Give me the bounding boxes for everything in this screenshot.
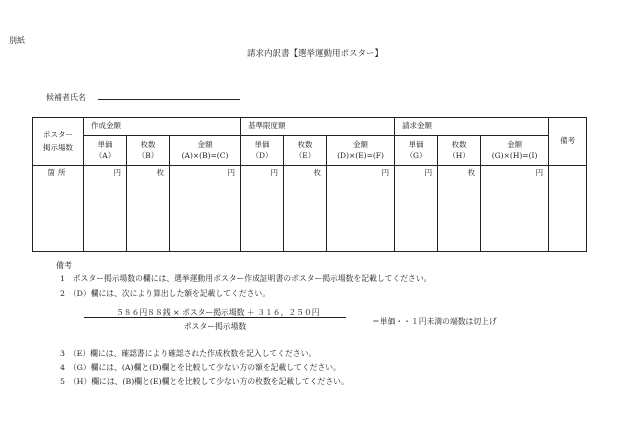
posters-header-line1: ポスター — [43, 129, 73, 139]
subheader-g — [395, 136, 438, 166]
subheader-label: 単価 — [254, 140, 270, 150]
subheader-label: 枚数 — [451, 140, 467, 150]
amount-f-cell[interactable]: 円 — [327, 166, 395, 252]
subheader-label: 金額 — [353, 140, 369, 150]
subheader-c — [170, 136, 241, 166]
note-item: 3 （E）欄には、確認書により確認された作成枚数を記入してください。 — [60, 349, 317, 358]
document-title: 請求内訳書【選挙運動用ポスター】 — [246, 49, 383, 59]
subheader-code: （A） — [94, 150, 116, 160]
note-item: 1 ポスター掲示場数の欄には、選挙運動用ポスター作成証明書のポスター掲示場数を記載してください。 — [60, 274, 432, 283]
posters-header — [33, 118, 84, 166]
formula-numerator: ５８６円８８銭 × ポスター掲示場数 ＋ ３１６，２５０円 — [116, 308, 320, 317]
formula-denominator: ポスター掲示場数 — [183, 322, 247, 331]
group-production-amount: 作成金額 — [84, 118, 241, 136]
subheader-b — [127, 136, 170, 166]
note-item: 4 （G）欄には、(A)欄と(D)欄とを比較して少ない方の額を記載してください。 — [60, 363, 341, 372]
remarks-cell[interactable] — [549, 166, 587, 252]
subheader-label: 金額 — [197, 140, 213, 150]
subheader-code: (A)×(B)=(C) — [181, 150, 229, 160]
sub-header-row — [33, 136, 587, 166]
unit-price-g-cell[interactable]: 円 — [395, 166, 438, 252]
subheader-label: 単価 — [408, 140, 424, 150]
amount-c-cell[interactable]: 円 — [170, 166, 241, 252]
subheader-i — [481, 136, 549, 166]
places-cell[interactable]: 箇所 — [33, 166, 84, 252]
subheader-code: （B） — [137, 150, 159, 160]
subheader-code: （D） — [251, 150, 273, 160]
note-item: 5 （H）欄には、(B)欄と(E)欄とを比較して少ない方の枚数を記載してください。 — [60, 377, 349, 386]
subheader-label: 金額 — [507, 140, 523, 150]
subheader-d — [241, 136, 284, 166]
quantity-b-cell[interactable]: 枚 — [127, 166, 170, 252]
unit-price-d-cell[interactable]: 円 — [241, 166, 284, 252]
notes-heading: 備考 — [56, 261, 72, 270]
subheader-code: (D)×(E)=(F) — [337, 150, 384, 160]
subheader-f — [327, 136, 395, 166]
group-header-row — [33, 118, 587, 136]
value-row — [33, 166, 587, 252]
subheader-code: （E） — [294, 150, 316, 160]
subheader-code: (G)×(H)=(I) — [491, 150, 538, 160]
subheader-label: 枚数 — [140, 140, 156, 150]
breakdown-table — [32, 117, 587, 252]
note-item: 2 （D）欄には、次により算出した額を記載してください。 — [60, 289, 271, 298]
subheader-label: 単価 — [97, 140, 113, 150]
candidate-name-field[interactable] — [98, 99, 240, 100]
subheader-code: （H） — [448, 150, 470, 160]
subheader-e — [284, 136, 327, 166]
group-claim-amount: 請求金額 — [395, 118, 549, 136]
subheader-a — [84, 136, 127, 166]
quantity-h-cell[interactable]: 枚 — [438, 166, 481, 252]
quantity-e-cell[interactable]: 枚 — [284, 166, 327, 252]
remarks-header: 備考 — [549, 118, 587, 166]
subheader-h — [438, 136, 481, 166]
group-standard-limit: 基準限度額 — [241, 118, 395, 136]
candidate-name-label: 候補者氏名 — [46, 93, 86, 102]
posters-header-line2: 掲示場数 — [43, 142, 73, 152]
subheader-code: （G） — [405, 150, 427, 160]
formula-result: ＝単価・・１円未満の端数は切上げ — [372, 317, 497, 326]
amount-i-cell[interactable]: 円 — [481, 166, 549, 252]
subheader-label: 枚数 — [297, 140, 313, 150]
fraction-bar — [84, 317, 346, 318]
annex-label: 別紙 — [9, 36, 25, 45]
unit-price-a-cell[interactable]: 円 — [84, 166, 127, 252]
